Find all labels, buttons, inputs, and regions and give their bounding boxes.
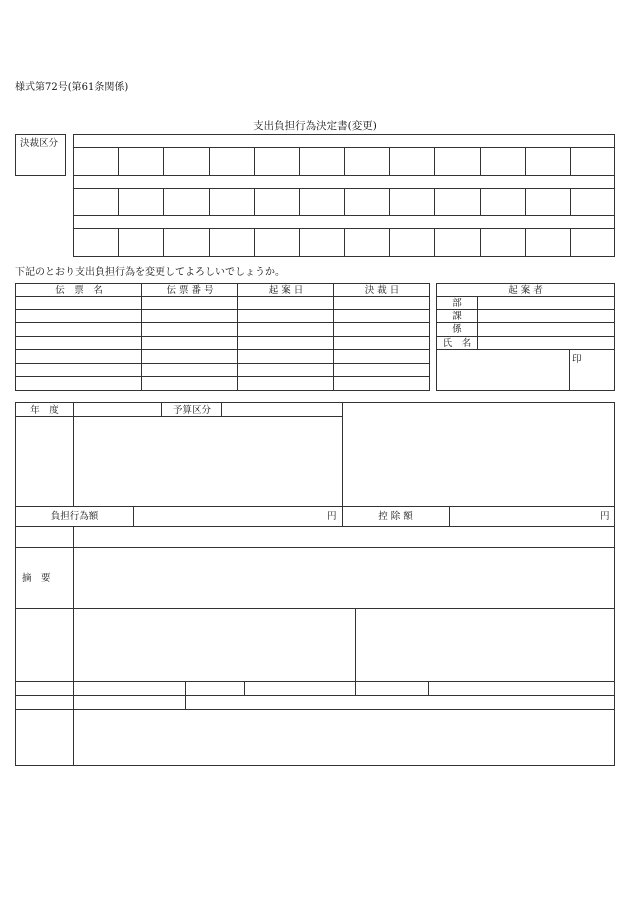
row-divider (16, 336, 429, 337)
stamp-cell-divider (254, 228, 255, 257)
row-divider (16, 547, 614, 548)
stamp-cell-divider (525, 188, 526, 215)
stamp-cell-divider (525, 228, 526, 257)
row-divider (16, 416, 342, 417)
stamp-cell-divider (118, 188, 119, 215)
stamp-cell-divider (525, 147, 526, 175)
row-divider (16, 681, 614, 682)
subsection-label: 係 (452, 324, 462, 335)
row-divider (437, 349, 614, 350)
stamp-cell-divider (344, 188, 345, 215)
column-divider (141, 284, 142, 390)
fiscal-year-label: 年 度 (30, 405, 59, 416)
drafter-box (436, 283, 615, 391)
column-divider (237, 284, 238, 390)
department-label: 部 (452, 298, 462, 309)
drafter-header: 起 案 者 (508, 285, 543, 296)
stamp-cell-divider (299, 188, 300, 215)
row-divider (73, 215, 615, 216)
stamp-cell-divider (299, 228, 300, 257)
stamp-cell-divider (389, 188, 390, 215)
stamp-cell-divider (118, 147, 119, 175)
row-divider (437, 309, 614, 310)
column-divider (569, 349, 570, 390)
row-divider (16, 322, 429, 323)
column-divider (428, 681, 429, 695)
column-divider (355, 608, 356, 681)
row-divider (73, 134, 615, 135)
stamp-cell-divider (254, 147, 255, 175)
commitment-amount-label: 負担行為額 (50, 511, 99, 522)
stamp-cell-divider (163, 228, 164, 257)
stamp-cell-divider (344, 147, 345, 175)
decision-category-box (15, 134, 66, 176)
stamp-cell-divider (209, 147, 210, 175)
column-divider (244, 681, 245, 695)
stamp-cell-divider (434, 188, 435, 215)
draft-date-header: 起 案 日 (268, 285, 304, 296)
row-divider (16, 506, 614, 507)
stamp-cell-divider (480, 147, 481, 175)
row-divider (437, 322, 614, 323)
stamp-cell-divider (389, 228, 390, 257)
form-number: 様式第72号(第61条関係) (15, 82, 129, 93)
yen-unit: 円 (600, 511, 610, 522)
column-divider (221, 403, 222, 416)
row-divider (437, 336, 614, 337)
stamp-cell-divider (480, 228, 481, 257)
name-label: 氏 名 (442, 338, 472, 349)
stamp-cell-divider (434, 228, 435, 257)
stamp-cell-divider (570, 147, 571, 175)
row-divider (16, 526, 614, 527)
column-divider (333, 284, 334, 390)
row-divider (73, 175, 615, 176)
column-divider (133, 506, 134, 526)
section-label: 課 (452, 311, 462, 322)
row-divider (16, 349, 429, 350)
column-divider (161, 403, 162, 416)
column-divider (73, 526, 74, 765)
column-divider (477, 296, 478, 349)
confirmation-text: 下記のとおり支出負担行為を変更してよろしいでしょうか。 (15, 267, 285, 278)
row-divider (16, 695, 614, 696)
stamp-cell-divider (434, 147, 435, 175)
stamp-cell-divider (163, 147, 164, 175)
page-title: 支出負担行為決定書(変更) (253, 120, 377, 132)
row-divider (16, 309, 429, 310)
stamp-cell-divider (118, 228, 119, 257)
column-divider (342, 403, 343, 526)
decision-date-header: 決 裁 日 (364, 285, 400, 296)
row-divider (16, 296, 429, 297)
summary-label: 摘 要 (22, 573, 51, 584)
budget-block (15, 402, 615, 766)
stamp-cell-divider (570, 228, 571, 257)
budget-category-label: 予算区分 (173, 405, 212, 416)
column-divider (355, 681, 356, 695)
stamp-cell-divider (570, 188, 571, 215)
stamp-cell-divider (480, 188, 481, 215)
row-divider (16, 363, 429, 364)
seal-label: 印 (572, 354, 582, 365)
row-divider (437, 296, 614, 297)
voucher-table (15, 283, 430, 391)
row-divider (16, 608, 614, 609)
row-divider (16, 709, 614, 710)
row-divider (16, 376, 429, 377)
approval-stamp-grid (73, 134, 615, 257)
decision-category-label: 決裁区分 (20, 138, 59, 149)
stamp-cell-divider (163, 188, 164, 215)
column-divider (73, 403, 74, 506)
stamp-cell-divider (299, 147, 300, 175)
yen-unit: 円 (327, 511, 337, 522)
voucher-name-header: 伝 票 名 (55, 285, 103, 296)
voucher-number-header: 伝 票 番 号 (166, 285, 214, 296)
stamp-cell-divider (209, 228, 210, 257)
stamp-cell-divider (344, 228, 345, 257)
deduction-label: 控 除 額 (378, 511, 413, 522)
stamp-cell-divider (254, 188, 255, 215)
column-divider (449, 506, 450, 526)
stamp-cell-divider (209, 188, 210, 215)
stamp-cell-divider (389, 147, 390, 175)
